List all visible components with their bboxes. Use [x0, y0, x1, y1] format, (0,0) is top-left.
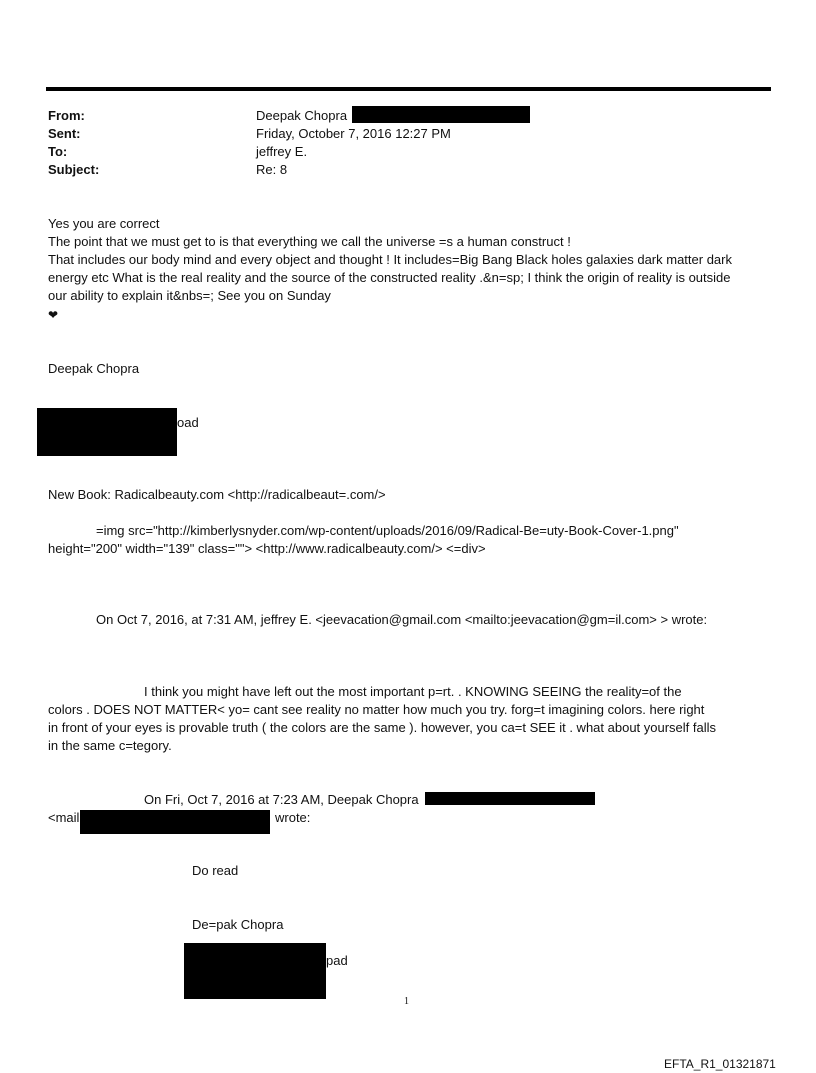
new-book-line: New Book: Radicalbeauty.com <http://radicalbeaut=.com/> [48, 487, 386, 502]
subject-label: Subject: [48, 162, 100, 177]
quote1-line-3: in front of your eyes is provable truth ( the colors are the same ). however, you ca=t SEE it . what about yourself falls [48, 720, 717, 735]
quote1-line-1: I think you might have left out the most important p=rt. . KNOWING SEEING the reality=of the [144, 684, 682, 699]
body-line-1: Yes you are correct [48, 216, 160, 231]
document-id: EFTA_R1_01321871 [664, 1057, 776, 1071]
redaction-from-email [352, 106, 530, 123]
quote2-line-1: Do read [192, 863, 239, 878]
to-label: To: [48, 144, 68, 159]
from-label: From: [48, 108, 85, 123]
img-markup-line-2: height="200" width="139" class=""> <http://www.radicalbeauty.com/> <=div> [48, 541, 486, 556]
signature-partial-text: oad [177, 415, 199, 430]
subject-value: Re: 8 [256, 162, 288, 177]
body-line-3: That includes our body mind and every object and thought ! It includes=Big Bang Black holes galaxies dark matter dark [48, 252, 732, 267]
header-rule [46, 87, 771, 91]
quote2-wrote: wrote: [275, 810, 311, 825]
signature: Deepak Chopra [48, 361, 140, 376]
redaction-quote2-signature-block [184, 943, 326, 999]
redaction-quote2-mailto [80, 810, 270, 834]
quote2-mail-prefix: <mail [48, 810, 80, 825]
quote1-line-4: in the same c=tegory. [48, 738, 172, 753]
redaction-signature-block [37, 408, 177, 456]
img-markup-line-1: =img src="http://kimberlysnyder.com/wp-content/uploads/2016/09/Radical-Be=uty-Book-Cover-1.png" [96, 523, 679, 538]
page-number: 1 [404, 996, 409, 1007]
quote1-line-2: colors . DOES NOT MATTER< yo= cant see reality no matter how much you try. forg=t imagining colors. here right [48, 702, 705, 717]
heart-icon: ❤ [48, 308, 59, 322]
quote2-signature: De=pak Chopra [192, 917, 284, 932]
redaction-quote2-email [425, 792, 595, 805]
quote2-signature-partial: pad [326, 953, 348, 968]
body-line-5: our ability to explain it&nbs=; See you on Sunday [48, 288, 331, 303]
to-value: jeffrey E. [256, 144, 308, 159]
sent-label: Sent: [48, 126, 81, 141]
quote1-header: On Oct 7, 2016, at 7:31 AM, jeffrey E. <jeevacation@gmail.com <mailto:jeevacation@gm=il.com> > wrote: [96, 612, 708, 627]
quote2-header: On Fri, Oct 7, 2016 at 7:23 AM, Deepak Chopra [144, 792, 419, 807]
body-line-2: The point that we must get to is that everything we call the universe =s a human construct ! [48, 234, 571, 249]
body-line-4: energy etc What is the real reality and the source of the constructed reality .&n=sp; I think the origin of reality is outside [48, 270, 731, 285]
from-value: Deepak Chopra [256, 108, 348, 123]
sent-value: Friday, October 7, 2016 12:27 PM [256, 126, 451, 141]
